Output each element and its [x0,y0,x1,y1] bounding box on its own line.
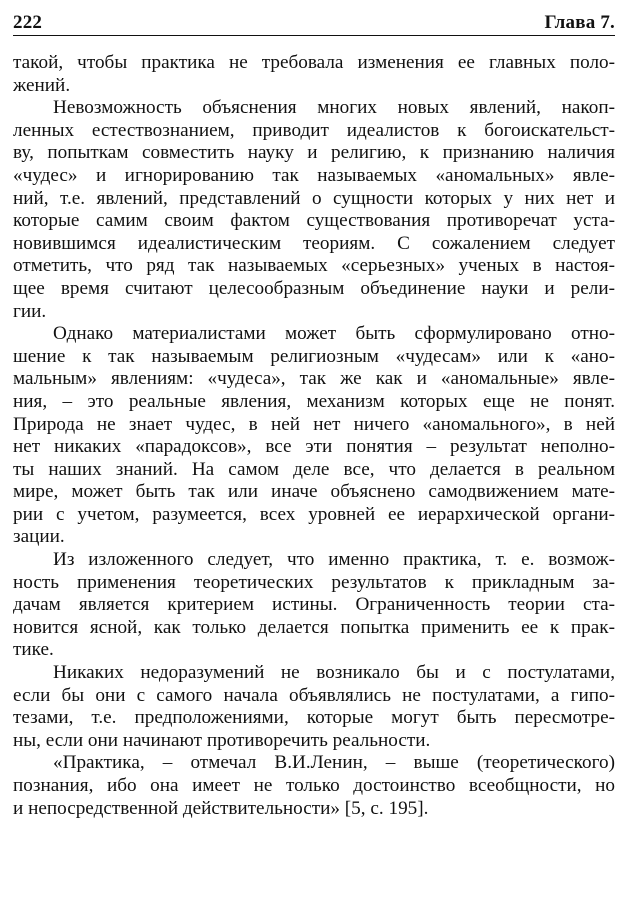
text-line: ты наших знаний. На самом деле все, что делается в реальном [13,458,615,480]
text-line: отметить, что ряд так называемых «серьезных» ученых в настоя- [13,255,615,277]
text-line: новится ясной, как только делается попытка применить ее к прак- [13,616,615,638]
text-line: рии с учетом, разумеется, всех уровней ее иерархической органи- [13,503,615,525]
text-line: ний, т.е. явлений, представлений о сущности которых у них нет и [13,187,615,209]
text-line: ленных естествознанием, приводит идеалистов к богоискательст- [13,119,615,141]
text-line: тезами, т.е. предположениями, которые могут быть пересмотре- [13,707,615,729]
text-line: если бы они с самого начала объявлялись не постулатами, а гипо- [13,684,615,706]
text-line: мире, может быть так или иначе объяснено самодвижением мате- [13,481,615,503]
text-line: Невозможность объяснения многих новых явлений, накоп- [53,97,615,119]
text-line: ния, – это реальные явления, механизм которых еще не понят. [13,390,615,412]
body-text [13,52,615,820]
text-line: и непосредственной действительности» [5, с. 195]. [13,797,429,819]
text-line: ву, попыткам совместить науку и религию, к признанию наличия [13,142,615,164]
text-line: нет никаких «парадоксов», все эти понятия – результат неполно- [13,436,615,458]
text-line: ность применения теоретических результатов к прикладным за- [13,571,615,593]
text-line: жений. [13,74,71,96]
text-line: щее время считают целесообразным объединение науки и рели- [13,277,615,299]
text-line: Однако материалистами может быть сформулировано отно- [53,323,615,345]
text-line: гии. [13,300,47,322]
header-rule [13,35,615,36]
text-line: «чудес» и игнорированию так называемых «аномальных» явле- [13,164,615,186]
text-line: Никаких недоразумений не возникало бы и с постулатами, [53,662,615,684]
text-line: дачам является критерием истины. Ограниченность теории ста- [13,594,615,616]
chapter-title: Глава 7. [544,12,615,33]
text-line: «Практика, – отмечал В.И.Ленин, – выше (теоретического) [53,752,615,774]
text-line: Природа не знает чудес, в ней нет ничего «аномального», в ней [13,413,615,435]
page-header [13,10,615,34]
text-line: такой, чтобы практика не требовала изменения ее главных поло- [13,52,615,73]
text-line: Из изложенного следует, что именно практика, т. е. возмож- [53,549,615,571]
text-line: мальным» явлениям: «чудеса», так же как и «аномальные» явле- [13,368,615,390]
text-line: познания, ибо она имеет не только достоинство всеобщности, но [13,775,615,796]
text-line: новившимся идеалистическим теориям. С сожалением следует [13,232,615,254]
text-line: зации. [13,526,65,548]
text-line: шение к так называемым религиозным «чудесам» или к «ано- [13,345,615,367]
page-number: 222 [13,12,43,33]
text-line: которые самим своим фактом существования противоречат уста- [13,210,615,232]
text-line: тике. [13,639,54,661]
text-line: ны, если они начинают противоречить реальности. [13,729,431,751]
